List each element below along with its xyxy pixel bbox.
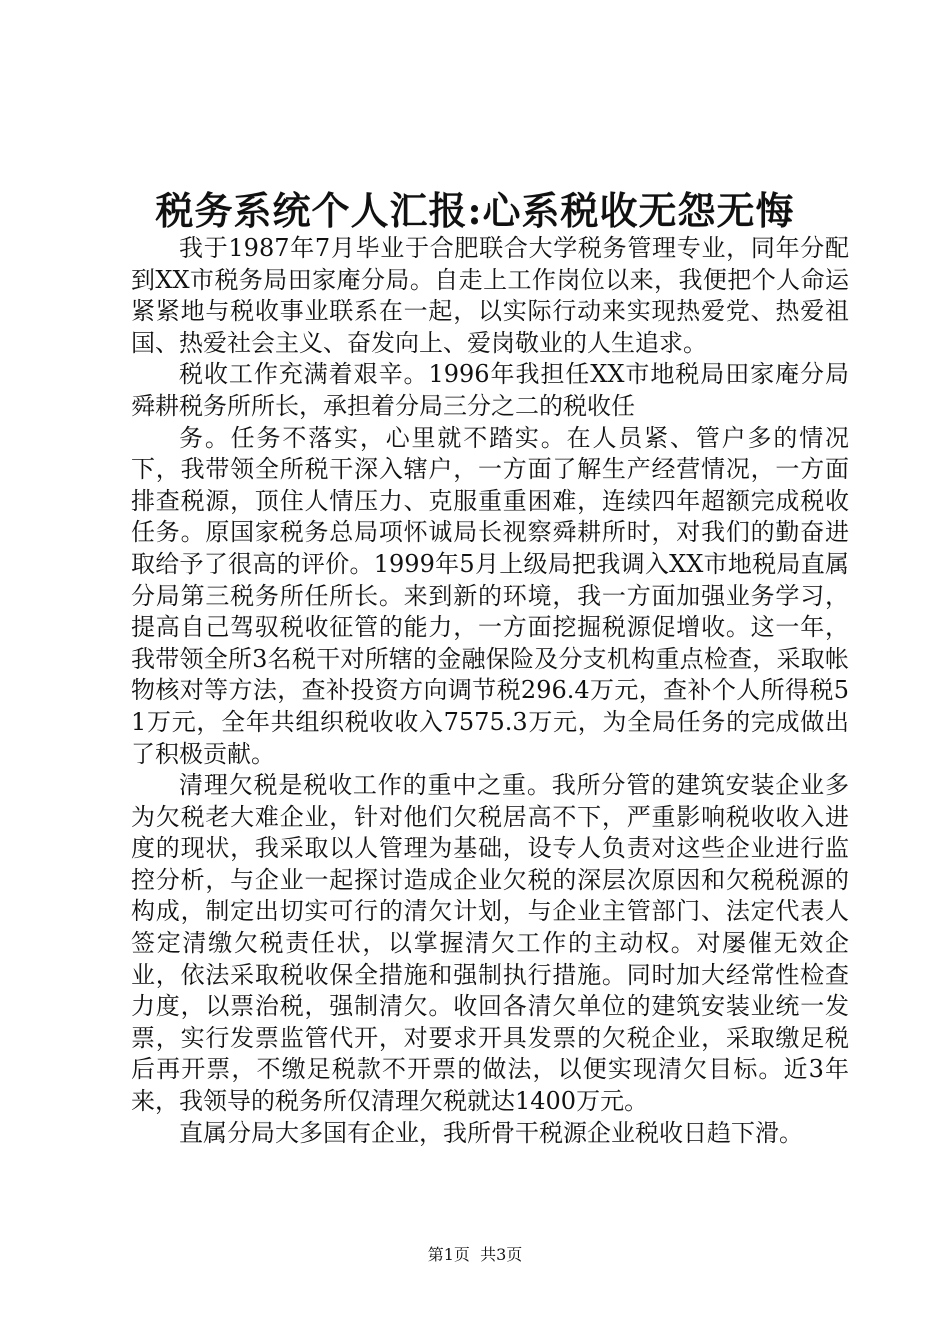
page-number: 第1页 [427, 1245, 470, 1264]
paragraph-3: 务。任务不落实，心里就不踏实。在人员紧、管户多的情况下，我带领全所税干深入辖户，一方面了解生产经营情况，一方面排查税源，顶住人情压力、克服重重困难，连续四年超额完成税收任务。原国家税务总局项怀诚局长视察舜耕所时，对我们的勤奋进取给予了很高的评价。1999年5月上级局把我调入XX市地税局直属分局第三税务所任所长。来到新的环境，我一方面加强业务学习，提高自己驾驭税收征管的能力，一方面挖掘税源促增收。这一年，我带领全所3名税干对所辖的金融保险及分支机构重点检查，采取帐物核对等方法，查补投资方向调节税296.4万元，查补个人所得税51万元，全年共组织税收收入7575.3万元，为全局任务的完成做出了积极贡献。 [131, 423, 849, 768]
paragraph-4: 清理欠税是税收工作的重中之重。我所分管的建筑安装企业多为欠税老大难企业，针对他们欠税居高不下，严重影响税收收入进度的现状，我采取以人管理为基础，设专人负责对这些企业进行监控分析，与企业一起探讨造成企业欠税的深层次原因和欠税税源的构成，制定出切实可行的清欠计划，与企业主管部门、法定代表人签定清缴欠税责任状，以掌握清欠工作的主动权。对屡催无效企业，依法采取税收保全措施和强制执行措施。同时加大经常性检查力度，以票治税，强制清欠。收回各清欠单位的建筑安装业统一发票，实行发票监管代开，对要求开具发票的欠税企业，采取缴足税后再开票，不缴足税款不开票的做法，以便实现清欠目标。近3年来，我领导的税务所仅清理欠税就达1400万元。 [131, 771, 849, 1116]
paragraph-1: 我于1987年7月毕业于合肥联合大学税务管理专业，同年分配到XX市税务局田家庵分局。自走上工作岗位以来，我便把个人命运紧紧地与税收事业联系在一起，以实际行动来实现热爱党、热爱祖国、热爱社会主义、奋发向上、爱岗敬业的人生追求。 [131, 234, 849, 357]
footer-separator [470, 1245, 480, 1264]
document-body [131, 233, 849, 1149]
paragraph-2: 税收工作充满着艰辛。1996年我担任XX市地税局田家庵分局舜耕税务所所长，承担着分局三分之二的税收任 [131, 360, 849, 420]
page-footer [0, 1243, 950, 1267]
document-title: 税务系统个人汇报:心系税收无怨无悔 [155, 188, 795, 233]
paragraph-5: 直属分局大多国有企业，我所骨干税源企业税收日趋下滑。 [179, 1118, 803, 1147]
page-total: 共3页 [480, 1245, 523, 1264]
